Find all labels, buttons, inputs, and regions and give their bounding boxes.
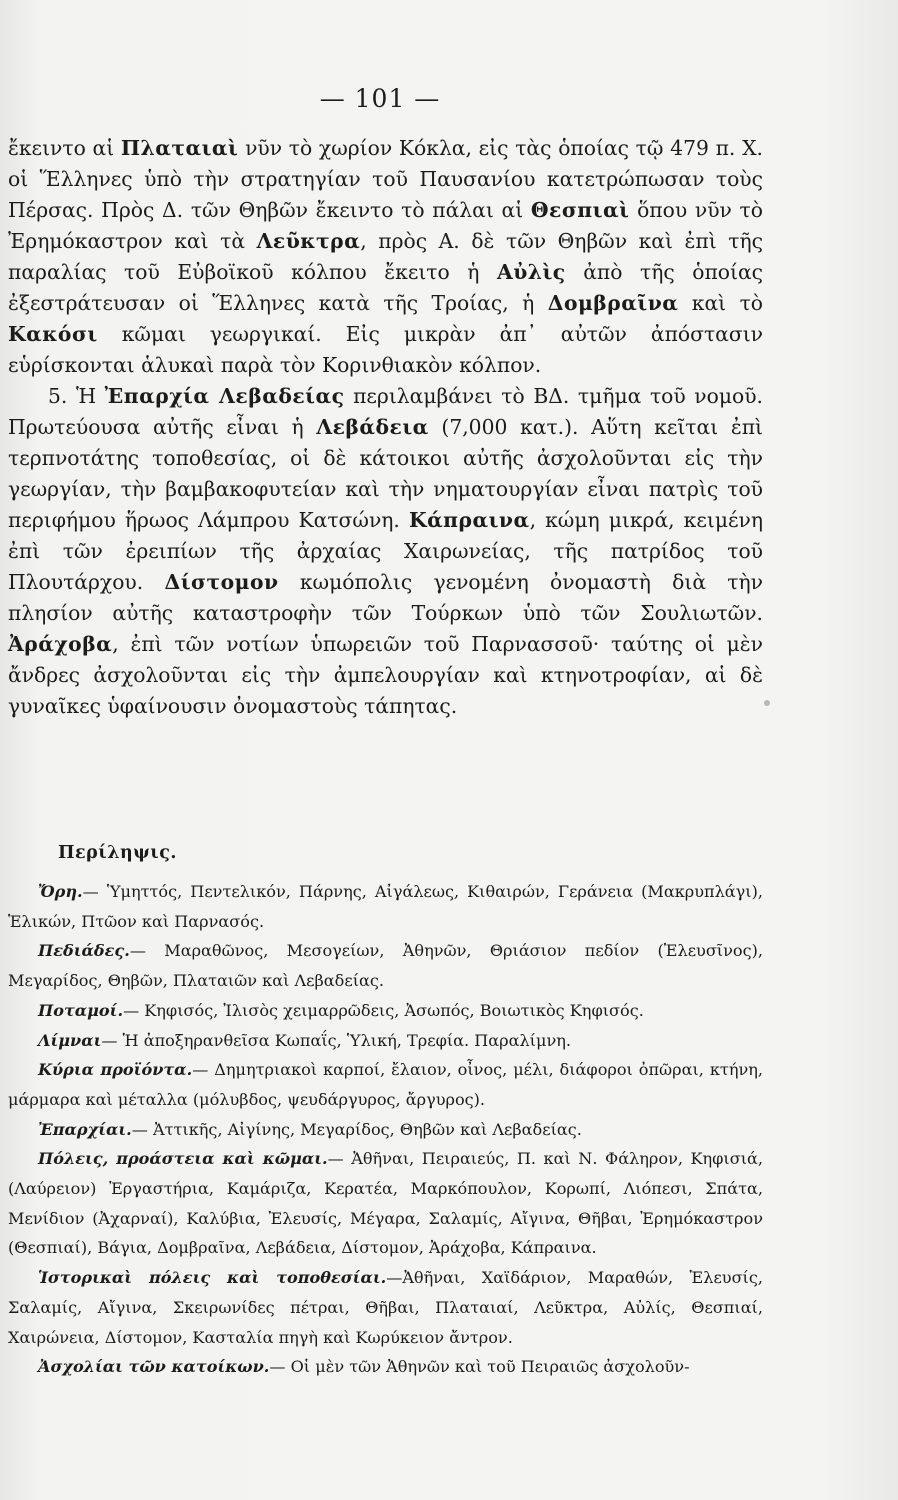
entry-label: Πόλεις, προάστεια καὶ κῶμαι. xyxy=(38,1149,328,1169)
summary-heading: Περίληψις. xyxy=(58,843,177,863)
place-name: Κάπραινα xyxy=(408,508,530,532)
entry-label: Ἐπαρχίαι. xyxy=(38,1119,132,1139)
entry-label: Ἱστορικαὶ πόλεις καὶ τοποθεσίαι. xyxy=(38,1268,387,1288)
place-name: Λεῦκτρα xyxy=(256,229,361,253)
text-run: , ἐπὶ τῶν νοτίων ὑπωρειῶν τοῦ Παρνασσοῦ· ταύτης οἱ μὲν ἄνδρες ἀσχολοῦνται εἰς τὴν ἀμπελουργίαν καὶ κτηνοτροφίαν, αἱ δὲ γυναῖκες ὑφαίνουσιν ὀνομαστοὺς τάπητας. xyxy=(8,632,763,718)
summary-entry xyxy=(8,1263,763,1352)
place-name: Ἀράχοβα xyxy=(8,632,113,656)
entry-label: Ὄρη. xyxy=(38,882,83,901)
summary-entry xyxy=(8,1026,763,1056)
summary-entry xyxy=(8,1115,763,1145)
text-run: ἔκειντο αἱ xyxy=(8,136,121,160)
place-name: Δίστομον xyxy=(164,570,279,594)
place-name: Λεβάδεια xyxy=(316,415,429,439)
summary-entry xyxy=(8,1055,763,1114)
entry-text: — Ὑμηττός, Πεντελικόν, Πάρνης, Αἰγάλεως, Κιθαιρών, Γεράνεια (Μακρυπλάγι), Ἑλικών, Πτῶον καὶ Παρνασός. xyxy=(8,882,763,931)
text-run: 5. Ἡ xyxy=(48,384,105,408)
entry-text: — Κηφισός, Ἰλισὸς χειμαρρῶδεις, Ἀσωπός, Βοιωτικὸς Κηφισός. xyxy=(123,1000,644,1020)
paragraph-levadeia xyxy=(8,381,763,722)
entry-label: Ποταμοί. xyxy=(38,1000,124,1020)
main-text xyxy=(8,133,763,722)
place-name: Κακόσι xyxy=(8,322,98,346)
place-name: Θεσπιαὶ xyxy=(530,198,630,222)
text-run: κωμόπολις γενομένη ὀνομαστὴ διὰ τὴν πλησίον αὐτῆς καταστροφὴν τῶν Τούρκων ὑπὸ τῶν Σουλιωτῶν. xyxy=(8,570,763,625)
paragraph-plataeae xyxy=(8,133,763,381)
entry-text: —Ἀθῆναι, Χαϊδάριον, Μαραθών, Ἐλευσίς, Σαλαμίς, Αἴγινα, Σκειρωνίδες πέτραι, Θῆβαι, Πλαταιαί, Λεῦκτρα, Αὐλίς, Θεσπιαί, Χαιρώνεια, Δίστομον, Κασταλία πηγὴ καὶ Κωρύκειον ἄντρον. xyxy=(8,1268,763,1347)
place-name: Δομβραῖνα xyxy=(547,291,679,315)
entry-text: — Ἀττικῆς, Αἰγίνης, Μεγαρίδος, Θηβῶν καὶ Λεβαδείας. xyxy=(131,1119,582,1139)
entry-text: — Ἡ ἀποξηρανθεῖσα Κωπαΐς, Ὑλική, Τρεφία. Παραλίμνη. xyxy=(101,1030,571,1050)
entry-label: Λίμναι xyxy=(38,1030,102,1050)
summary-entry xyxy=(8,1352,763,1382)
place-name: Πλαταιαὶ xyxy=(120,136,239,160)
summary-entry xyxy=(8,936,763,995)
text-run: (7,000 κατ.). Αὕτη κεῖται ἐπὶ τερπνοτάτης τοποθεσίας, οἱ δὲ κάτοικοι αὐτῆς ἀσχολοῦνται εἰς τὴν γεωργίαν, τὴν βαμβακοφυτείαν καὶ τὴν νηματουργίαν εἶναι πατρὶς τοῦ περιφήμου ἥρωος Λάμπρου Κατσώνη. xyxy=(8,415,763,532)
place-name: Αὐλὶς xyxy=(496,260,566,284)
entry-label: Κύρια προϊόντα. xyxy=(38,1060,193,1080)
text-run: ἀπὸ τῆς ὁποίας ἐξεστράτευσαν οἱ Ἕλληνες κατὰ τῆς Τροίας, ἡ xyxy=(8,260,763,315)
text-run: περιλαμβάνει τὸ ΒΔ. τμῆμα τοῦ νομοῦ. Πρωτεύουσα αὐτῆς εἶναι ἡ xyxy=(8,384,764,439)
scan-speck xyxy=(764,700,770,706)
summary-entry xyxy=(8,1144,763,1263)
section-name: Ἐπαρχία Λεβαδείας xyxy=(104,384,345,408)
entry-label: Πεδιάδες. xyxy=(38,941,130,961)
summary-entry xyxy=(8,996,763,1026)
text-run: νῦν τὸ χωρίον Κόκλα, εἰς τὰς ὁποίας τῷ 479 π. Χ. οἱ Ἕλληνες ὑπὸ τὴν στρατηγίαν τοῦ Παυσανίου κατετρώπωσαν τοὺς Πέρσας. Πρὸς Δ. τῶν Θηβῶν ἔκειντο τὸ πάλαι αἱ xyxy=(8,136,763,222)
summary-section xyxy=(8,877,763,1382)
entry-text: — Δημητριακοὶ καρποί, ἔλαιον, οἶνος, μέλι, διάφοροι ὀπῶραι, κτήνη, μάρμαρα καὶ μέταλλα (μόλυβδος, ψευδάργυρος, ἄργυρος). xyxy=(8,1060,764,1109)
entry-text: — Ἀθῆναι, Πειραιεύς, Π. καὶ Ν. Φάληρον, Κηφισιά, (Λαύρειον) Ἐργαστήρια, Καμάριζα, Κερατέα, Μαρκόπουλον, Κορωπί, Λιόπεσι, Σπάτα, Μενίδιον (Ἀχαρναί), Καλύβια, Ἐλευσίς, Μέγαρα, Σαλαμίς, Αἴγινα, Θῆβαι, Ἐρημόκαστρον (Θεσπιαί), Βάγια, Δομβραῖνα, Λεβάδεια, Δίστομον, Ἀράχοβα, Κάπραινα. xyxy=(8,1149,764,1258)
entry-text: — Οἱ μὲν τῶν Ἀθηνῶν καὶ τοῦ Πειραιῶς ἀσχολοῦν- xyxy=(269,1357,690,1377)
text-run: , κώμη μικρά, κειμένη ἐπὶ τῶν ἐρειπίων τῆς ἀρχαίας Χαιρωνείας, τῆς πατρίδος τοῦ Πλουτάρχου. xyxy=(8,508,763,594)
summary-entry xyxy=(8,877,763,936)
entry-text: — Μαραθῶνος, Μεσογείων, Ἀθηνῶν, Θριάσιον πεδίον (Ἐλευσῖνος), Μεγαρίδος, Θηβῶν, Πλαταιῶν καὶ Λεβαδείας. xyxy=(8,941,763,991)
text-run: , πρὸς Α. δὲ τῶν Θηβῶν καὶ ἐπὶ τῆς παραλίας τοῦ Εὐβοϊκοῦ κόλπου ἔκειτο ἡ xyxy=(8,229,763,284)
page-number: — 101 — xyxy=(319,84,441,113)
text-run: κῶμαι γεωργικαί. Εἰς μικρὰν ἀπ᾽ αὐτῶν ἀπόστασιν εὑρίσκονται ἁλυκαὶ παρὰ τὸν Κορινθιακὸν κόλπον. xyxy=(8,322,763,377)
entry-label: Ἀσχολίαι τῶν κατοίκων. xyxy=(38,1357,270,1377)
text-run: καὶ τὸ xyxy=(678,291,763,315)
text-run: ὅπου νῦν τὸ Ἐρημόκαστρον καὶ τὰ xyxy=(8,198,763,253)
